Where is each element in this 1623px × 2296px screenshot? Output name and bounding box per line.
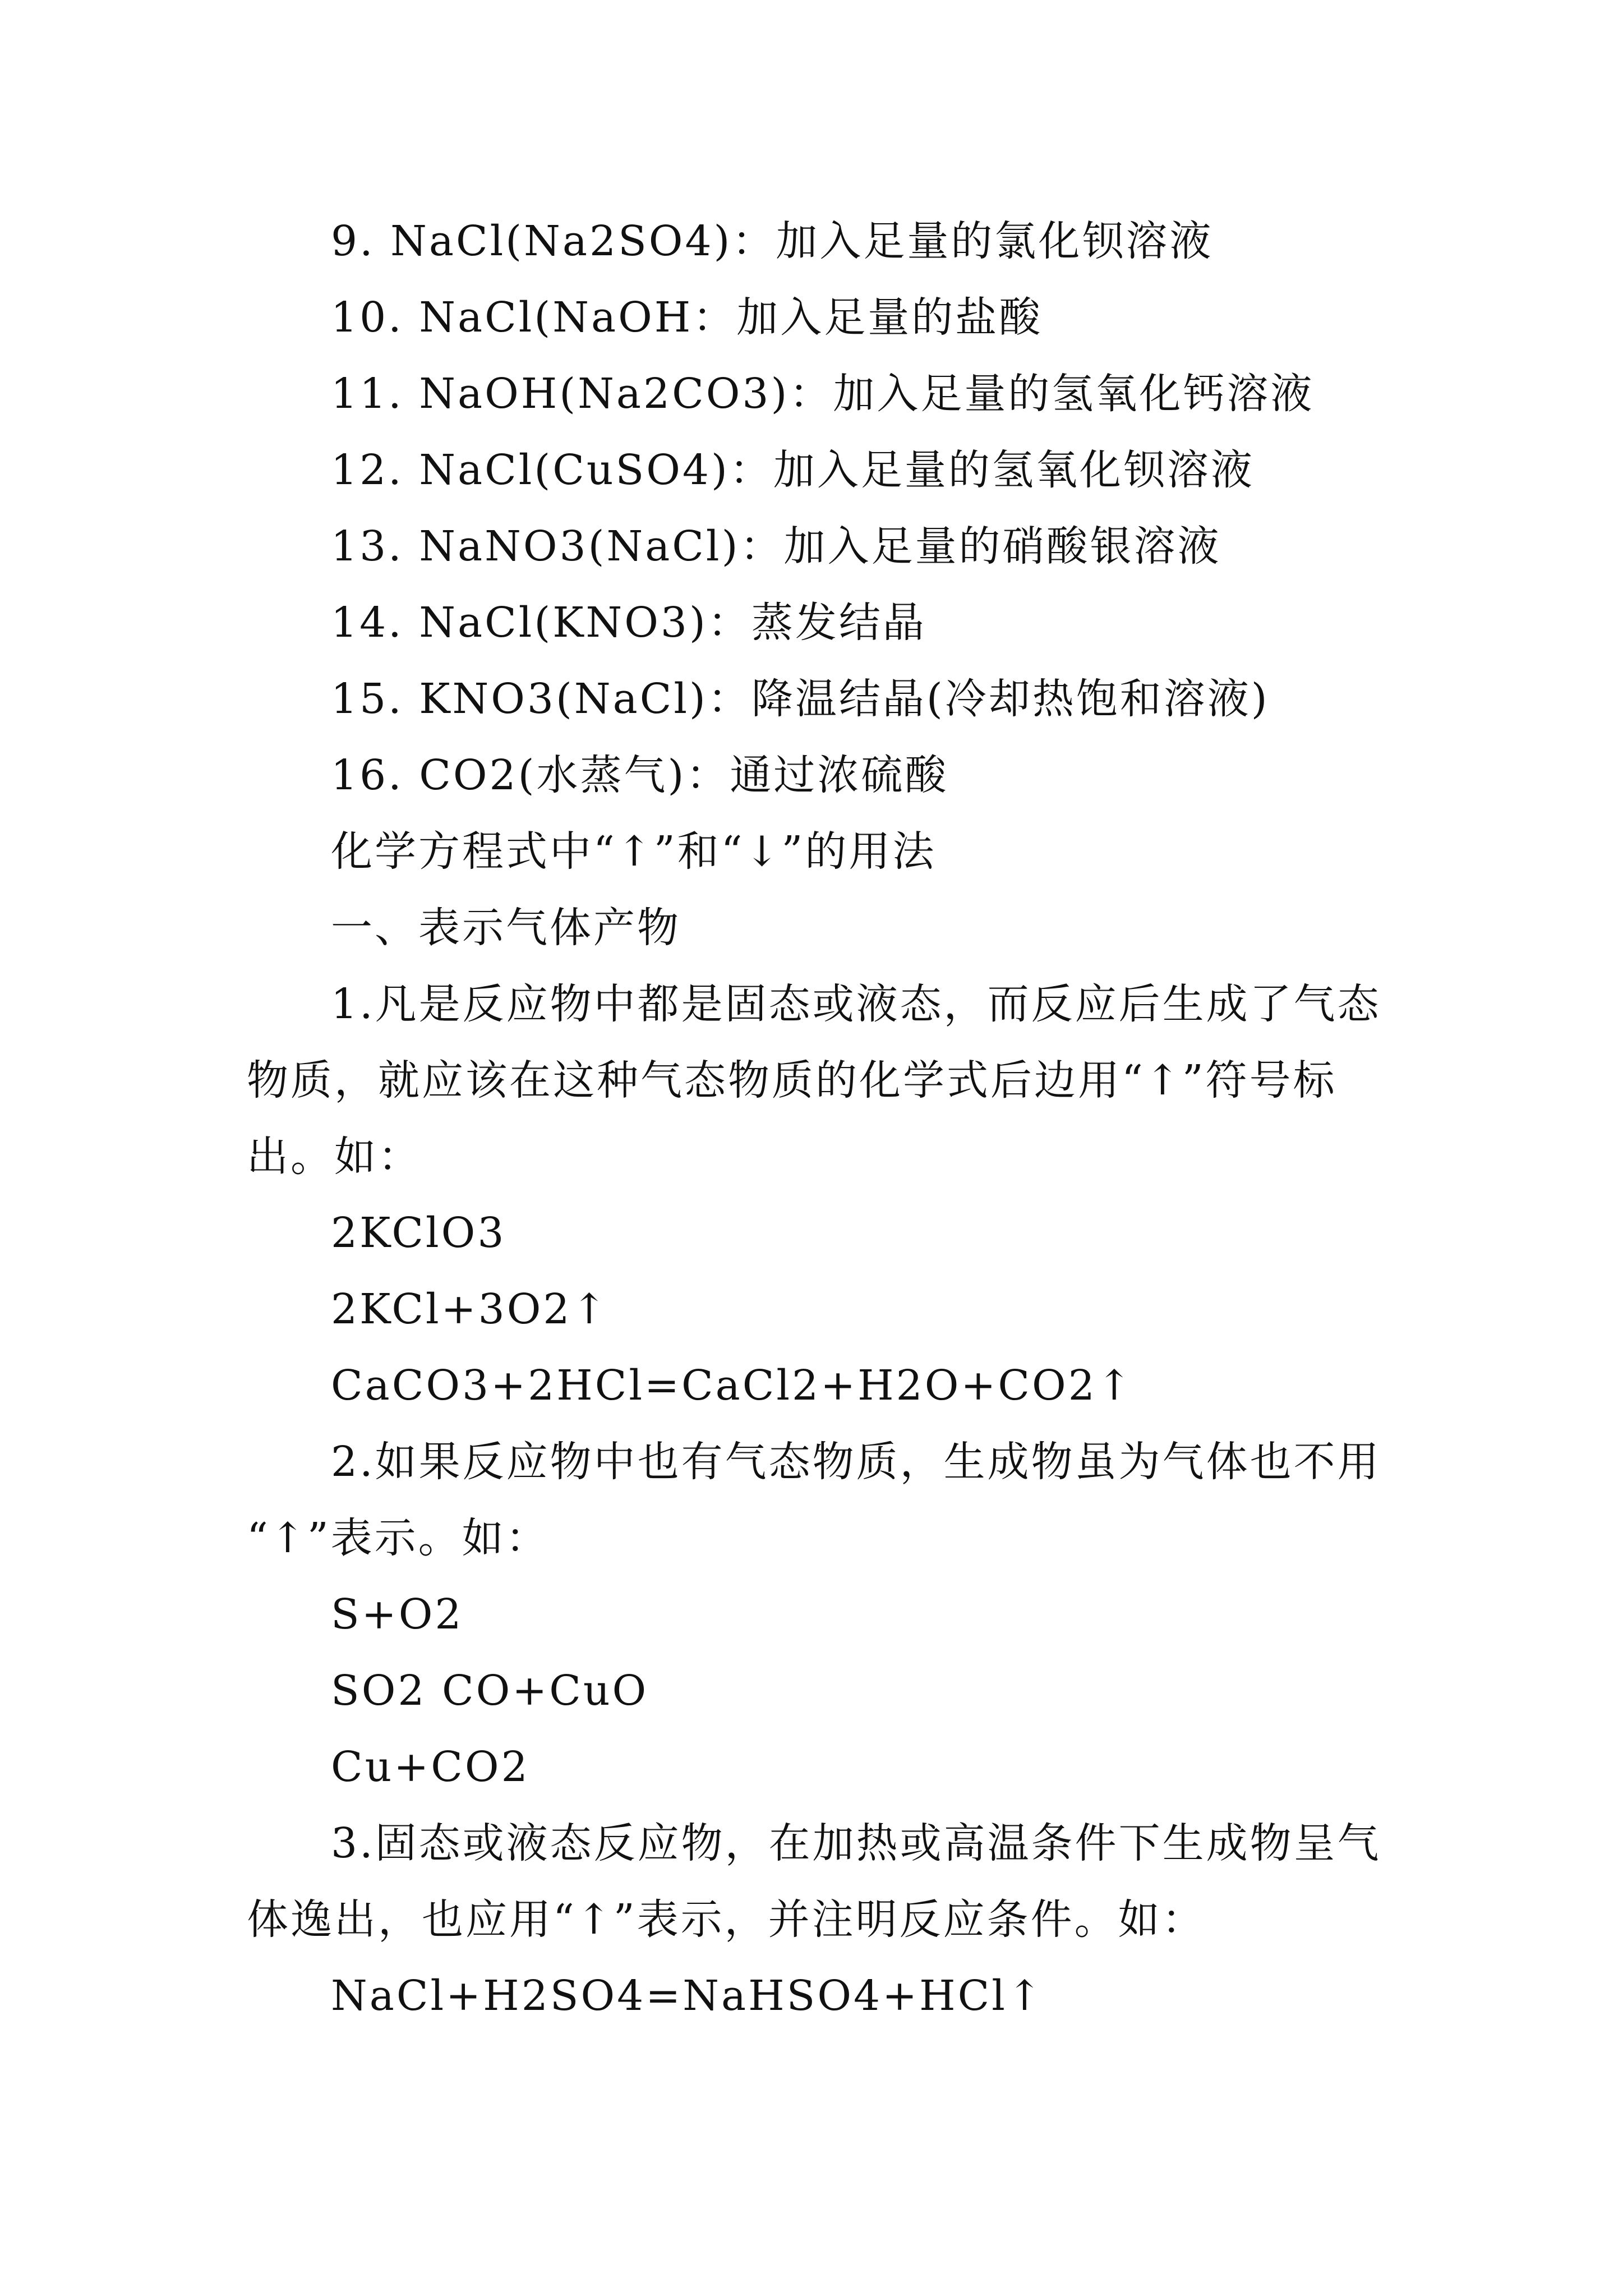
paragraph-1-line-1: 1.凡是反应物中都是固态或液态，而反应后生成了气态 xyxy=(331,980,1381,1028)
subsection-heading: 一、表示气体产物 xyxy=(331,904,681,952)
paragraph-2-line-1: 2.如果反应物中也有气态物质，生成物虽为气体也不用 xyxy=(331,1438,1381,1486)
list-item-9: 9. NaCl(Na2SO4)：加入足量的氯化钡溶液 xyxy=(331,217,1214,265)
paragraph-3-line-2: 体逸出，也应用“↑”表示，并注明反应条件。如： xyxy=(247,1895,1206,1944)
equation-line: NaCl+H2SO4=NaHSO4+HCl↑ xyxy=(331,1972,1044,2020)
paragraph-1-line-3: 出。如： xyxy=(247,1133,422,1181)
list-item-12: 12. NaCl(CuSO4)：加入足量的氢氧化钡溶液 xyxy=(331,446,1255,494)
list-item-16: 16. CO2(水蒸气)：通过浓硫酸 xyxy=(331,751,949,799)
list-item-10: 10. NaCl(NaOH：加入足量的盐酸 xyxy=(331,293,1043,342)
list-item-14: 14. NaCl(KNO3)：蒸发结晶 xyxy=(331,599,926,647)
section-heading: 化学方程式中“↑”和“↓”的用法 xyxy=(331,827,937,876)
equation-line: SO2 CO+CuO xyxy=(331,1667,649,1715)
equation-line: 2KCl+3O2↑ xyxy=(331,1285,609,1333)
paragraph-3-line-1: 3.固态或液态反应物，在加热或高温条件下生成物呈气 xyxy=(331,1819,1381,1867)
equation-line: Cu+CO2 xyxy=(331,1743,530,1791)
list-item-15: 15. KNO3(NaCl)：降温结晶(冷却热饱和溶液) xyxy=(331,675,1270,723)
paragraph-2-line-2: “↑”表示。如： xyxy=(247,1514,550,1562)
list-item-11: 11. NaOH(Na2CO3)：加入足量的氢氧化钙溶液 xyxy=(331,370,1315,418)
list-item-13: 13. NaNO3(NaCl)：加入足量的硝酸银溶液 xyxy=(331,522,1221,570)
equation-line: 2KClO3 xyxy=(331,1209,506,1257)
equation-line: S+O2 xyxy=(331,1590,464,1639)
paragraph-1-line-2: 物质，就应该在这种气态物质的化学式后边用“↑”符号标 xyxy=(247,1056,1337,1105)
equation-line: CaCO3+2HCl=CaCl2+H2O+CO2↑ xyxy=(331,1361,1134,1410)
